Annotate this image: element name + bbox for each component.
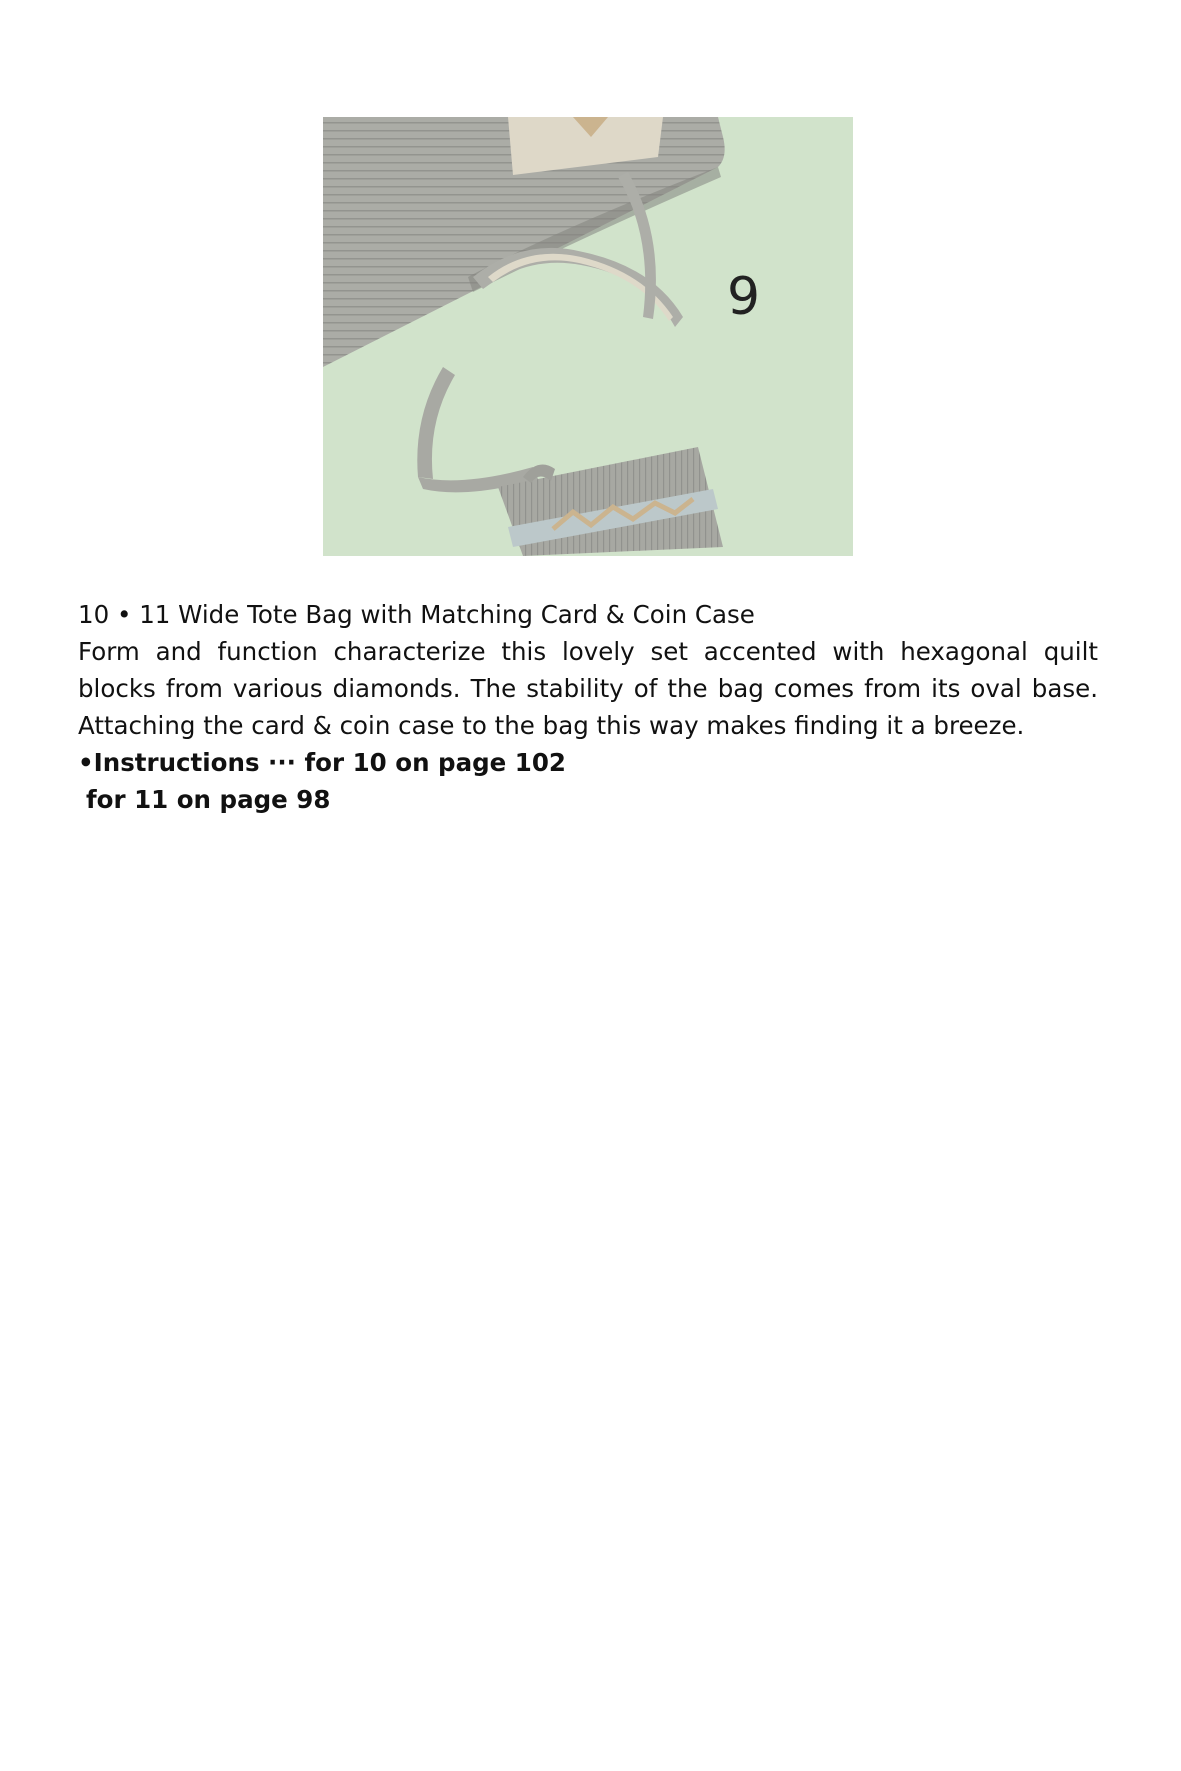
article-title: 10 • 11 Wide Tote Bag with Matching Card & Coin Case	[78, 600, 755, 629]
photo-number-label: 9	[727, 267, 761, 327]
article-description: Form and function characterize this lovely set accented with hexagonal quilt blocks from various diamonds. The stability of the bag comes from its oval base. Attaching the card & coin case to the bag this way makes finding it a breeze.	[78, 637, 1098, 740]
instructions-line-2: for 11 on page 98	[86, 785, 331, 814]
instructions-line-1: •Instructions ··· for 10 on page 102	[78, 748, 566, 777]
product-photo	[323, 117, 853, 556]
tote-bag-illustration	[323, 117, 853, 556]
article-text	[78, 596, 1098, 818]
